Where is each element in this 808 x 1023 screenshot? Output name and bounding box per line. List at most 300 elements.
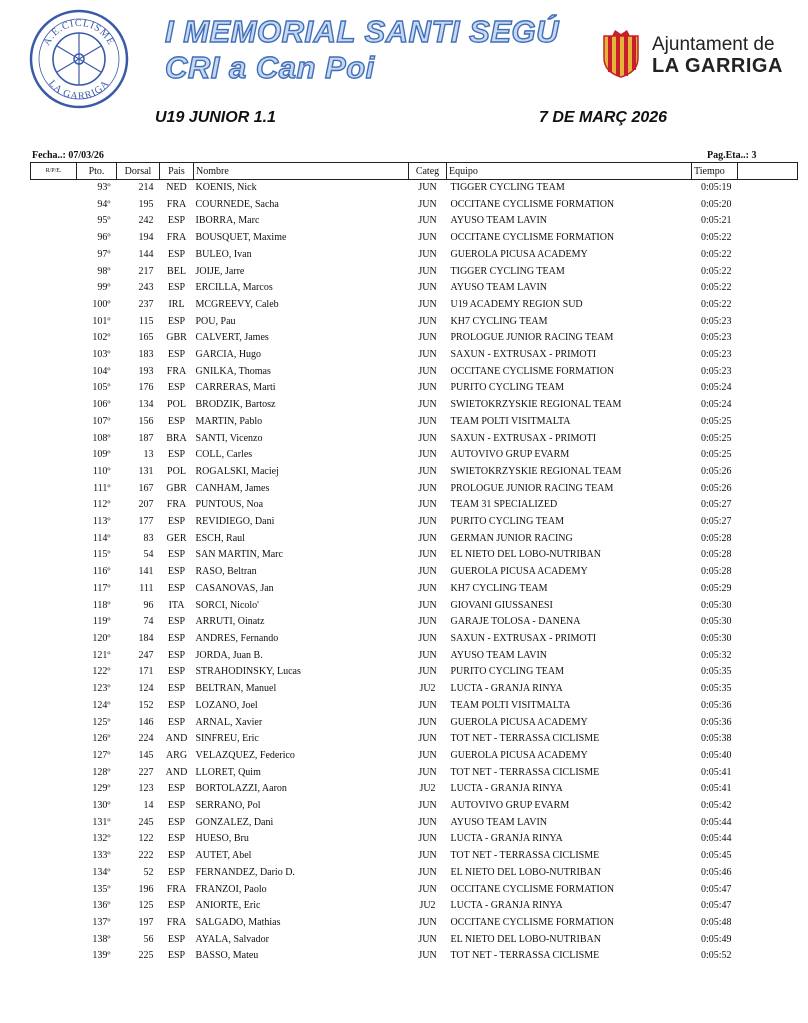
- cell-blank: [738, 932, 798, 949]
- cell-rpe: [31, 664, 77, 681]
- cell-tiempo: 0:05:20: [700, 198, 732, 210]
- cell-rpe: [31, 581, 77, 598]
- table-row: [31, 564, 798, 581]
- cell-equipo: OCCITANE CYCLISME FORMATION: [450, 916, 615, 928]
- cell-dorsal: 83: [143, 532, 154, 544]
- cell-equipo: GUEROLA PICUSA ACADEMY: [450, 566, 588, 578]
- cell-nombre: ARRUTI, Oinatz: [195, 616, 265, 628]
- table-row: [31, 464, 798, 481]
- cell-blank: [738, 297, 798, 314]
- cell-tiempo: 0:05:25: [700, 432, 732, 444]
- cell-nombre: ERCILLA, Marcos: [195, 282, 273, 294]
- cell-rpe: [31, 547, 77, 564]
- cell-equipo: SAXUN - EXTRUSAX - PRIMOTI: [450, 432, 597, 444]
- cell-categ: JU2: [419, 783, 436, 795]
- cell-rpe: [31, 865, 77, 882]
- cell-pos: 133º: [92, 850, 111, 862]
- cell-nombre: ANDRES, Fernando: [195, 632, 279, 644]
- logo-top-text: A.E.CICLISME: [41, 17, 117, 48]
- cell-equipo: AUTOVIVO GRUP EVARM: [450, 800, 570, 812]
- cell-dorsal: 242: [138, 215, 154, 227]
- cell-rpe: [31, 882, 77, 899]
- table-row: [31, 314, 798, 331]
- cell-dorsal: 214: [138, 182, 154, 193]
- cell-tiempo: 0:05:29: [700, 582, 732, 594]
- cell-equipo: TIGGER CYCLING TEAM: [450, 182, 565, 193]
- cell-categ: JUN: [418, 298, 437, 310]
- cell-categ: JUN: [418, 566, 437, 578]
- cell-blank: [738, 748, 798, 765]
- cell-equipo: AYUSO TEAM LAVIN: [450, 649, 547, 661]
- cell-pos: 129º: [92, 783, 111, 795]
- cell-categ: JUN: [418, 332, 437, 344]
- table-row: [31, 648, 798, 665]
- cell-dorsal: 245: [138, 816, 154, 828]
- cell-categ: JUN: [418, 850, 437, 862]
- cell-rpe: [31, 748, 77, 765]
- table-row: [31, 898, 798, 915]
- table-row: [31, 731, 798, 748]
- table-row: [31, 614, 798, 631]
- cell-nombre: ARNAL, Xavier: [195, 716, 263, 728]
- cell-rpe: [31, 230, 77, 247]
- cell-categ: JUN: [418, 749, 437, 761]
- cell-categ: JUN: [418, 833, 437, 845]
- cell-rpe: [31, 497, 77, 514]
- cell-blank: [738, 798, 798, 815]
- cell-nombre: CASANOVAS, Jan: [195, 582, 274, 594]
- cell-nombre: LOZANO, Joel: [195, 699, 258, 711]
- cell-categ: JUN: [418, 382, 437, 394]
- cell-rpe: [31, 464, 77, 481]
- cell-categ: JUN: [418, 349, 437, 361]
- cell-pais: ESP: [167, 816, 186, 828]
- cell-pais: ESP: [167, 549, 186, 561]
- cell-pos: 105º: [92, 382, 111, 394]
- cell-tiempo: 0:05:30: [700, 616, 732, 628]
- cell-equipo: EL NIETO DEL LOBO-NUTRIBAN: [450, 933, 601, 945]
- cell-blank: [738, 581, 798, 598]
- cell-tiempo: 0:05:40: [700, 749, 732, 761]
- cell-categ: JUN: [418, 699, 437, 711]
- cell-equipo: OCCITANE CYCLISME FORMATION: [450, 232, 615, 244]
- cell-rpe: [31, 631, 77, 648]
- table-row: [31, 882, 798, 899]
- cell-dorsal: 156: [138, 415, 154, 427]
- cell-rpe: [31, 247, 77, 264]
- cell-blank: [738, 815, 798, 832]
- cell-blank: [738, 765, 798, 782]
- cell-pos: 123º: [92, 683, 111, 695]
- cell-blank: [738, 280, 798, 297]
- cell-rpe: [31, 898, 77, 915]
- cell-tiempo: 0:05:24: [700, 382, 732, 394]
- cell-dorsal: 111: [139, 582, 154, 594]
- cell-dorsal: 131: [138, 465, 154, 477]
- ajuntament-line-1: Ajuntament de: [652, 34, 775, 55]
- cell-pais: GER: [166, 532, 187, 544]
- cell-equipo: OCCITANE CYCLISME FORMATION: [450, 365, 615, 377]
- cell-dorsal: 146: [138, 716, 154, 728]
- cell-equipo: TOT NET - TERRASSA CICLISME: [450, 950, 600, 962]
- cell-blank: [738, 481, 798, 498]
- cell-nombre: BOUSQUET, Maxime: [195, 232, 287, 244]
- table-row: [31, 765, 798, 782]
- cell-dorsal: 194: [138, 232, 154, 244]
- cell-equipo: TOT NET - TERRASSA CICLISME: [450, 766, 600, 778]
- cell-nombre: BRODZIK, Bartosz: [195, 399, 276, 411]
- cell-blank: [738, 447, 798, 464]
- cell-rpe: [31, 564, 77, 581]
- table-row: [31, 447, 798, 464]
- cell-nombre: BELTRAN, Manuel: [195, 683, 277, 695]
- cell-blank: [738, 564, 798, 581]
- table-row: [31, 213, 798, 230]
- cell-pais: FRA: [166, 232, 187, 244]
- cell-blank: [738, 531, 798, 548]
- cell-nombre: COURNEDE, Sacha: [195, 198, 279, 210]
- cell-nombre: ROGALSKI, Maciej: [195, 465, 279, 477]
- cell-pais: IRL: [168, 298, 185, 310]
- table-row: [31, 748, 798, 765]
- cell-equipo: OCCITANE CYCLISME FORMATION: [450, 198, 615, 210]
- cell-rpe: [31, 280, 77, 297]
- cell-pais: FRA: [166, 198, 187, 210]
- cell-categ: JUN: [418, 800, 437, 812]
- cell-nombre: CARRERAS, Marti: [195, 382, 276, 394]
- table-row: [31, 848, 798, 865]
- cell-rpe: [31, 431, 77, 448]
- table-row: [31, 781, 798, 798]
- shield-icon: [600, 30, 642, 78]
- table-row: [31, 497, 798, 514]
- cell-blank: [738, 197, 798, 214]
- cell-equipo: KH7 CYCLING TEAM: [450, 582, 548, 594]
- cell-equipo: OCCITANE CYCLISME FORMATION: [450, 883, 615, 895]
- cell-pos: 122º: [92, 666, 111, 678]
- cell-nombre: AYALA, Salvador: [195, 933, 270, 945]
- cell-blank: [738, 380, 798, 397]
- cell-blank: [738, 431, 798, 448]
- cell-blank: [738, 247, 798, 264]
- cell-dorsal: 177: [138, 516, 154, 528]
- cell-pos: 93º: [97, 182, 111, 193]
- cell-dorsal: 152: [138, 699, 154, 711]
- cell-equipo: SAXUN - EXTRUSAX - PRIMOTI: [450, 349, 597, 361]
- table-row: [31, 481, 798, 498]
- table-row: [31, 598, 798, 615]
- cell-categ: JUN: [418, 616, 437, 628]
- cell-pais: ESP: [167, 649, 186, 661]
- header-categ: Categ: [409, 163, 447, 180]
- table-row: [31, 698, 798, 715]
- cell-dorsal: 224: [138, 733, 154, 745]
- cell-pais: POL: [167, 399, 186, 411]
- cell-pos: 118º: [92, 599, 111, 611]
- cell-blank: [738, 347, 798, 364]
- cell-tiempo: 0:05:19: [700, 182, 732, 193]
- cell-tiempo: 0:05:30: [700, 599, 732, 611]
- table-row: [31, 681, 798, 698]
- cell-tiempo: 0:05:26: [700, 482, 732, 494]
- cell-tiempo: 0:05:21: [700, 215, 732, 227]
- cell-equipo: GUEROLA PICUSA ACADEMY: [450, 248, 588, 260]
- cell-tiempo: 0:05:25: [700, 449, 732, 461]
- cell-pais: AND: [165, 733, 188, 745]
- cell-pos: 98º: [97, 265, 111, 277]
- cell-tiempo: 0:05:44: [700, 833, 732, 845]
- header-dorsal: Dorsal: [117, 163, 160, 180]
- cell-equipo: GARAJE TOLOSA - DANENA: [450, 616, 581, 628]
- cell-dorsal: 144: [138, 248, 154, 260]
- cell-pais: ESP: [167, 866, 186, 878]
- cell-tiempo: 0:05:35: [700, 666, 732, 678]
- cell-categ: JUN: [418, 733, 437, 745]
- cell-categ: JUN: [418, 632, 437, 644]
- cell-categ: JUN: [418, 916, 437, 928]
- cell-equipo: AYUSO TEAM LAVIN: [450, 215, 547, 227]
- cell-nombre: FRANZOI, Paolo: [195, 883, 267, 895]
- header-pto: Pto.: [77, 163, 117, 180]
- cell-rpe: [31, 364, 77, 381]
- table-row: [31, 664, 798, 681]
- table-row: [31, 631, 798, 648]
- table-row: [31, 547, 798, 564]
- cell-equipo: PROLOGUE JUNIOR RACING TEAM: [450, 482, 614, 494]
- cell-rpe: [31, 698, 77, 715]
- cell-tiempo: 0:05:42: [700, 800, 732, 812]
- cell-pos: 130º: [92, 800, 111, 812]
- cell-nombre: POU, Pau: [195, 315, 236, 327]
- cell-pais: ARG: [165, 749, 188, 761]
- cell-pais: FRA: [166, 916, 187, 928]
- table-header-row: [31, 163, 798, 180]
- cell-nombre: LLORET, Quim: [195, 766, 261, 778]
- cell-rpe: [31, 447, 77, 464]
- cell-nombre: MARTIN, Pablo: [195, 415, 263, 427]
- cell-nombre: GARCIA, Hugo: [195, 349, 262, 361]
- cell-tiempo: 0:05:45: [700, 850, 732, 862]
- cell-rpe: [31, 731, 77, 748]
- cell-dorsal: 141: [138, 566, 154, 578]
- cell-rpe: [31, 514, 77, 531]
- cell-dorsal: 217: [138, 265, 154, 277]
- cell-categ: JUN: [418, 599, 437, 611]
- fecha-label: Fecha..: 07/03/26: [32, 150, 104, 161]
- cell-pos: 120º: [92, 632, 111, 644]
- cell-blank: [738, 614, 798, 631]
- cell-categ: JUN: [418, 215, 437, 227]
- cell-rpe: [31, 330, 77, 347]
- cell-equipo: AUTOVIVO GRUP EVARM: [450, 449, 570, 461]
- ajuntament-logo: [600, 30, 805, 80]
- cell-blank: [738, 414, 798, 431]
- cell-rpe: [31, 715, 77, 732]
- cell-equipo: LUCTA - GRANJA RINYA: [450, 833, 563, 845]
- table-row: [31, 397, 798, 414]
- cell-nombre: FERNANDEZ, Dario D.: [195, 866, 295, 878]
- cell-pais: ESP: [167, 582, 186, 594]
- table-row: [31, 715, 798, 732]
- table-row: [31, 297, 798, 314]
- cell-equipo: TEAM POLTI VISITMALTA: [450, 415, 571, 427]
- cell-pos: 112º: [92, 499, 111, 511]
- cell-categ: JUN: [418, 482, 437, 494]
- cell-pais: ESP: [167, 950, 186, 962]
- cell-nombre: VELAZQUEZ, Federico: [195, 749, 295, 761]
- cell-pos: 126º: [92, 733, 111, 745]
- cell-rpe: [31, 197, 77, 214]
- cell-equipo: TEAM POLTI VISITMALTA: [450, 699, 571, 711]
- cell-categ: JU2: [419, 900, 436, 912]
- cell-pos: 117º: [92, 582, 111, 594]
- cell-pos: 127º: [92, 749, 111, 761]
- cell-nombre: IBORRA, Marc: [195, 215, 260, 227]
- table-row: [31, 865, 798, 882]
- race-date: 7 DE MARÇ 2026: [539, 109, 668, 126]
- cell-tiempo: 0:05:48: [700, 916, 732, 928]
- cell-nombre: KOENIS, Nick: [195, 182, 257, 193]
- results-table: [30, 162, 798, 965]
- cell-equipo: U19 ACADEMY REGION SUD: [450, 298, 583, 310]
- header-equipo: Equipo: [447, 163, 692, 180]
- cell-tiempo: 0:05:30: [700, 632, 732, 644]
- cell-pos: 96º: [97, 232, 111, 244]
- cell-pais: ESP: [167, 632, 186, 644]
- ajuntament-line-2: LA GARRIGA: [652, 55, 783, 77]
- cell-tiempo: 0:05:41: [700, 783, 732, 795]
- cell-rpe: [31, 948, 77, 965]
- cell-pais: ESP: [167, 566, 186, 578]
- cell-tiempo: 0:05:35: [700, 683, 732, 695]
- cell-nombre: GONZALEZ, Dani: [195, 816, 274, 828]
- cell-tiempo: 0:05:44: [700, 816, 732, 828]
- cell-dorsal: 96: [143, 599, 154, 611]
- cell-pos: 119º: [92, 616, 111, 628]
- cell-pos: 103º: [92, 349, 111, 361]
- cell-rpe: [31, 681, 77, 698]
- cell-categ: JUN: [418, 582, 437, 594]
- cell-pais: FRA: [166, 883, 187, 895]
- cell-dorsal: 13: [143, 449, 154, 461]
- cell-nombre: ANIORTE, Eric: [195, 900, 261, 912]
- cell-pos: 114º: [92, 532, 111, 544]
- cell-equipo: GUEROLA PICUSA ACADEMY: [450, 749, 588, 761]
- cell-pos: 139º: [92, 950, 111, 962]
- cell-pais: ESP: [167, 800, 186, 812]
- cell-categ: JUN: [418, 549, 437, 561]
- cell-dorsal: 243: [138, 282, 154, 294]
- cell-pos: 121º: [92, 649, 111, 661]
- cell-categ: JUN: [418, 516, 437, 528]
- club-logo: [28, 8, 130, 110]
- cell-pos: 125º: [92, 716, 111, 728]
- cell-rpe: [31, 932, 77, 949]
- cell-pos: 128º: [92, 766, 111, 778]
- cell-pais: AND: [165, 766, 188, 778]
- table-row: [31, 514, 798, 531]
- race-category: U19 JUNIOR 1.1: [155, 109, 276, 126]
- cell-pais: ESP: [167, 315, 186, 327]
- cell-dorsal: 196: [138, 883, 154, 895]
- cell-categ: JU2: [419, 683, 436, 695]
- cell-pos: 131º: [92, 816, 111, 828]
- table-row: [31, 531, 798, 548]
- cell-rpe: [31, 815, 77, 832]
- cell-dorsal: 122: [138, 833, 154, 845]
- cell-nombre: MCGREEVY, Caleb: [195, 298, 279, 310]
- cell-dorsal: 207: [138, 499, 154, 511]
- table-row: [31, 330, 798, 347]
- cell-blank: [738, 865, 798, 882]
- cell-blank: [738, 681, 798, 698]
- cell-dorsal: 56: [143, 933, 154, 945]
- cell-tiempo: 0:05:22: [700, 248, 732, 260]
- cell-pos: 100º: [92, 298, 111, 310]
- cell-tiempo: 0:05:46: [700, 866, 732, 878]
- cell-tiempo: 0:05:49: [700, 933, 732, 945]
- cell-dorsal: 54: [143, 549, 154, 561]
- cell-pais: ESP: [167, 900, 186, 912]
- cell-tiempo: 0:05:23: [700, 365, 732, 377]
- cell-blank: [738, 547, 798, 564]
- cell-pais: ESP: [167, 282, 186, 294]
- cell-blank: [738, 715, 798, 732]
- cell-tiempo: 0:05:22: [700, 298, 732, 310]
- cell-categ: JUN: [418, 816, 437, 828]
- cell-pos: 137º: [92, 916, 111, 928]
- cell-blank: [738, 731, 798, 748]
- table-row: [31, 948, 798, 965]
- cell-equipo: SWIETOKRZYSKIE REGIONAL TEAM: [450, 399, 622, 411]
- title-line-2: CRI a Can Poi: [165, 50, 375, 85]
- cell-nombre: PUNTOUS, Noa: [195, 499, 264, 511]
- cell-rpe: [31, 831, 77, 848]
- cell-pos: 94º: [97, 198, 111, 210]
- cell-categ: JUN: [418, 532, 437, 544]
- cell-blank: [738, 397, 798, 414]
- table-row: [31, 197, 798, 214]
- cell-pos: 107º: [92, 415, 111, 427]
- table-row: [31, 831, 798, 848]
- cell-categ: JUN: [418, 883, 437, 895]
- cell-equipo: AYUSO TEAM LAVIN: [450, 282, 547, 294]
- cell-pais: ESP: [167, 349, 186, 361]
- cell-tiempo: 0:05:23: [700, 332, 732, 344]
- table-row: [31, 380, 798, 397]
- cell-dorsal: 14: [143, 800, 154, 812]
- cell-rpe: [31, 347, 77, 364]
- cell-tiempo: 0:05:24: [700, 399, 732, 411]
- cell-pos: 95º: [97, 215, 111, 227]
- cell-blank: [738, 848, 798, 865]
- cell-dorsal: 197: [138, 916, 154, 928]
- cell-nombre: SANTI, Vicenzo: [195, 432, 263, 444]
- cell-equipo: LUCTA - GRANJA RINYA: [450, 683, 563, 695]
- cell-tiempo: 0:05:27: [700, 516, 732, 528]
- cell-dorsal: 193: [138, 365, 154, 377]
- cell-nombre: BULEO, Ivan: [195, 248, 252, 260]
- cell-rpe: [31, 380, 77, 397]
- cell-nombre: STRAHODINSKY, Lucas: [195, 666, 301, 678]
- cell-pais: ESP: [167, 683, 186, 695]
- cell-tiempo: 0:05:28: [700, 549, 732, 561]
- cell-categ: JUN: [418, 716, 437, 728]
- cell-pos: 110º: [92, 465, 111, 477]
- cell-blank: [738, 948, 798, 965]
- cell-categ: JUN: [418, 415, 437, 427]
- cell-pais: ESP: [167, 449, 186, 461]
